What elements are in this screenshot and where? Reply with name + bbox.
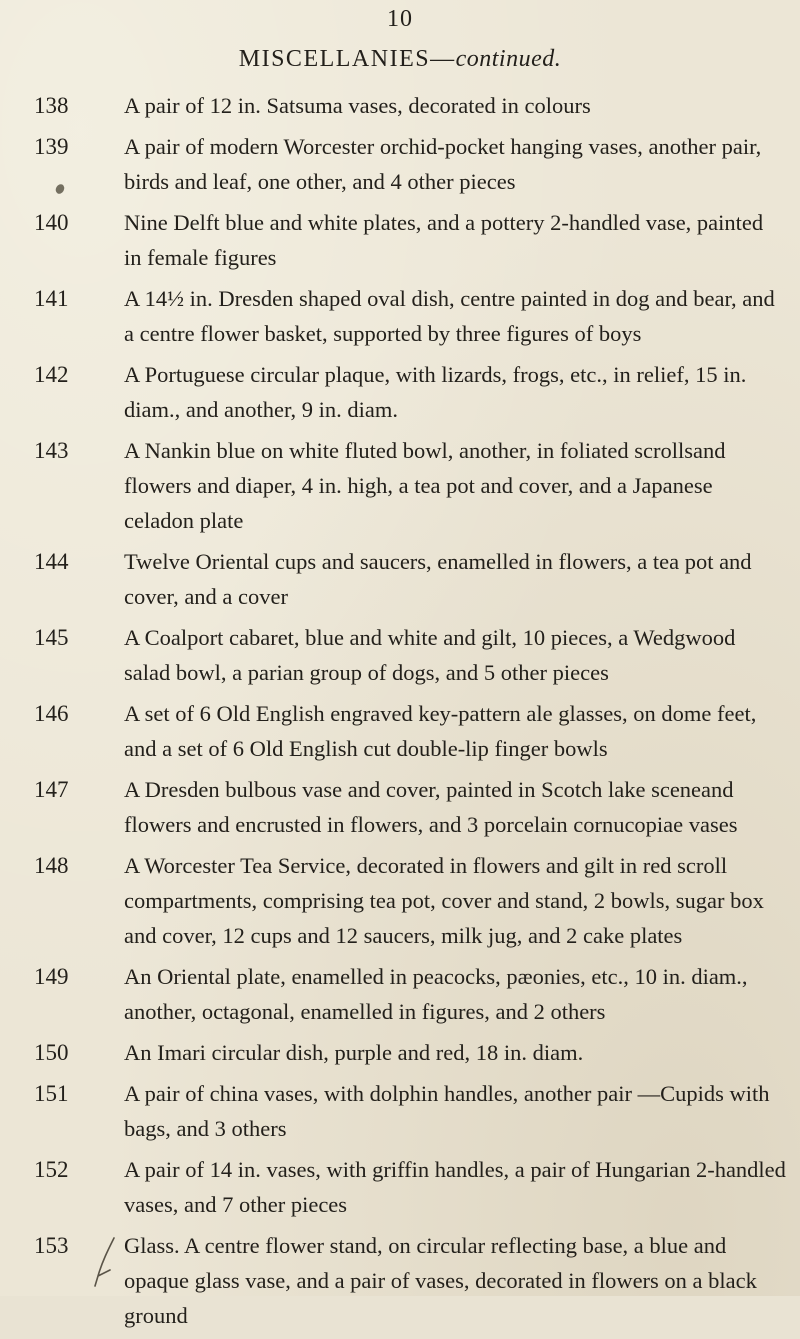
lot-number: 138 bbox=[34, 93, 69, 118]
lot-item bbox=[0, 620, 800, 690]
lot-description: An Imari circular dish, purple and red, 18 in. diam. bbox=[124, 1040, 584, 1065]
lot-item bbox=[0, 1152, 800, 1222]
lot-description: Nine Delft blue and white plates, and a pottery 2-handled vase, painted in female figures bbox=[124, 210, 764, 270]
lot-item bbox=[0, 696, 800, 766]
lot-item bbox=[0, 1076, 800, 1146]
lot-item bbox=[0, 88, 800, 123]
lot-description: An Oriental plate, enamelled in peacocks, pæonies, etc., 10 in. diam., another, octagonal, enamelled in figures, and 2 others bbox=[124, 964, 748, 1024]
lot-description: A Dresden bulbous vase and cover, painted in Scotch lake sceneand flowers and encrusted in flowers, and 3 porcelain cornucopiae vases bbox=[124, 777, 738, 837]
lot-number: 146 bbox=[34, 701, 69, 726]
lot-description: A Portuguese circular plaque, with lizards, frogs, etc., in relief, 15 in. diam., and another, 9 in. diam. bbox=[124, 362, 747, 422]
lot-number: 147 bbox=[34, 777, 69, 802]
lot-description: A 14½ in. Dresden shaped oval dish, centre painted in dog and bear, and a centre flower basket, supported by three figures of boys bbox=[124, 286, 775, 346]
lot-description: A pair of 12 in. Satsuma vases, decorated in colours bbox=[124, 93, 591, 118]
lot-item bbox=[0, 129, 800, 199]
lot-description: A pair of modern Worcester orchid-pocket hanging vases, another pair, birds and leaf, one other, and 4 other pieces bbox=[124, 134, 762, 194]
lot-item bbox=[0, 772, 800, 842]
lot-item bbox=[0, 433, 800, 538]
lot-item bbox=[0, 1035, 800, 1070]
lot-description: A Worcester Tea Service, decorated in flowers and gilt in red scroll compartments, comprising tea pot, cover and stand, 2 bowls, sugar box and cover, 12 cups and 12 saucers, milk jug, and 2 cake plates bbox=[124, 853, 764, 948]
lot-number: 150 bbox=[34, 1040, 69, 1065]
lot-number: 140 bbox=[34, 210, 69, 235]
lot-number: 148 bbox=[34, 853, 69, 878]
lot-number: 143 bbox=[34, 438, 69, 463]
lot-description: A pair of china vases, with dolphin handles, another pair —Cupids with bags, and 3 others bbox=[124, 1081, 770, 1141]
lot-item bbox=[0, 848, 800, 953]
lot-item bbox=[0, 281, 800, 351]
lot-number: 152 bbox=[34, 1157, 69, 1182]
lot-description: Glass. A centre flower stand, on circular reflecting base, a blue and opaque glass vase, and a pair of vases, decorated in flowers on a black ground bbox=[124, 1233, 757, 1328]
pencil-mark bbox=[92, 1236, 122, 1288]
lot-number: 139 bbox=[34, 134, 69, 159]
page-number: 10 bbox=[387, 6, 413, 32]
section-heading bbox=[0, 46, 800, 73]
lot-list bbox=[0, 88, 800, 1339]
section-heading-continued: continued. bbox=[455, 46, 562, 72]
lot-description: A Coalport cabaret, blue and white and gilt, 10 pieces, a Wedgwood salad bowl, a parian group of dogs, and 5 other pieces bbox=[124, 625, 736, 685]
lot-description: A Nankin blue on white fluted bowl, another, in foliated scrollsand flowers and diaper, 4 in. high, a tea pot and cover, and a Japanese celadon plate bbox=[124, 438, 726, 533]
lot-item bbox=[0, 357, 800, 427]
lot-description: A pair of 14 in. vases, with griffin handles, a pair of Hungarian 2-handled vases, and 7 other pieces bbox=[124, 1157, 786, 1217]
lot-item bbox=[0, 205, 800, 275]
lot-number: 142 bbox=[34, 362, 69, 387]
lot-description: Twelve Oriental cups and saucers, enamelled in flowers, a tea pot and cover, and a cover bbox=[124, 549, 752, 609]
lot-number: 149 bbox=[34, 964, 69, 989]
lot-number: 151 bbox=[34, 1081, 69, 1106]
lot-number: 145 bbox=[34, 625, 69, 650]
lot-item bbox=[0, 959, 800, 1029]
lot-item bbox=[0, 544, 800, 614]
lot-number: 144 bbox=[34, 549, 69, 574]
lot-number: 153 bbox=[34, 1233, 69, 1258]
lot-description: A set of 6 Old English engraved key-pattern ale glasses, on dome feet, and a set of 6 Old English cut double-lip finger bowls bbox=[124, 701, 757, 761]
section-heading-title: MISCELLANIES— bbox=[238, 46, 456, 72]
lot-number: 141 bbox=[34, 286, 69, 311]
